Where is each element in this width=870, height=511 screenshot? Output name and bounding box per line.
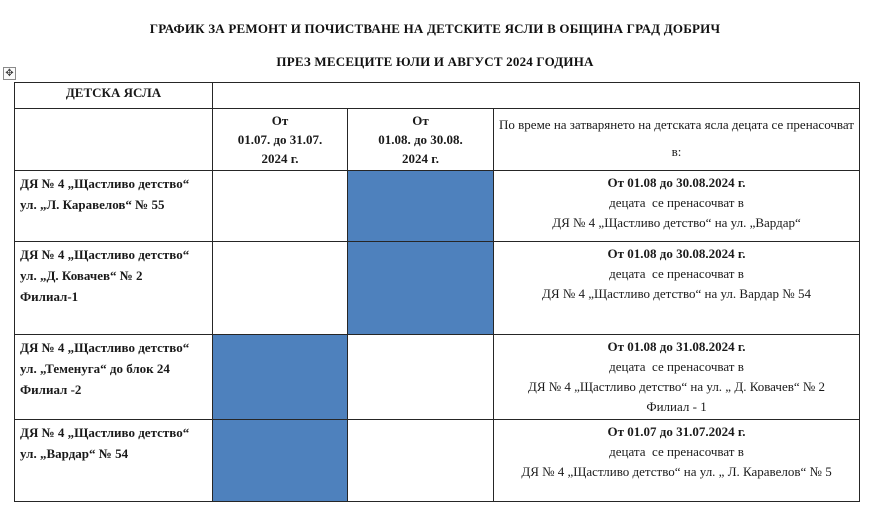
july-status-cell[interactable] [213,242,348,335]
august-status-cell[interactable] [348,335,494,420]
table-move-handle-icon[interactable] [3,67,16,80]
header-merged-empty-cell[interactable] [213,83,860,109]
document-title-line1: ГРАФИК ЗА РЕМОНТ И ПОЧИСТВАНЕ НА ДЕТСКИТЕ ЯСЛИ В ОБЩИНА ГРАД ДОБРИЧ [149,21,721,36]
july-line1: От [271,113,289,128]
nursery-name-cell[interactable] [15,242,213,335]
redirect-line4: Филиал - 1 [646,399,707,414]
nursery-name: ДЯ № 4 „Щастливо детство“ ул. „Теменуга“ до блок 24 [20,340,190,376]
redirect-cell[interactable] [494,335,860,420]
redirect-line2: децата се пренасочват в [609,266,744,281]
nursery-name-cell[interactable] [15,171,213,242]
nursery-name-cell[interactable] [15,420,213,502]
redirect-cell[interactable] [494,242,860,335]
document-title-line2: ПРЕЗ МЕСЕЦИТЕ ЮЛИ И АВГУСТ 2024 ГОДИНА [276,54,594,69]
nursery-name: ДЯ № 4 „Щастливо детство“ ул. „Д. Ковачев“ № 2 [20,247,190,283]
redirect-cell[interactable] [494,171,860,242]
redirect-line2: децата се пренасочват в [609,444,744,459]
redirect-line2: децата се пренасочват в [609,359,744,374]
header-nursery-cell[interactable]: ДЕТСКА ЯСЛА [15,83,213,109]
august-status-cell[interactable] [348,171,494,242]
august-line3: 2024 г. [402,151,439,166]
table-row [15,242,860,335]
august-line1: От [412,113,429,128]
august-status-cell[interactable] [348,242,494,335]
nursery-name: ДЯ № 4 „Щастливо детство“ ул. „Вардар“ № 54 [20,425,190,461]
header-redirect-cell[interactable]: По време на затварянето на детската ясла децата се пренасочват в: [494,109,860,171]
july-status-cell[interactable] [213,335,348,420]
july-status-cell[interactable] [213,420,348,502]
table-row [15,420,860,502]
redirect-period: От 01.08 до 31.08.2024 г. [607,339,746,354]
redirect-line2: децата се пренасочват в [609,195,744,210]
redirect-line3: ДЯ № 4 „Щастливо детство“ на ул. „Вардар“ [552,215,801,230]
header-empty-cell[interactable] [15,109,213,171]
nursery-branch: Филиал-1 [20,289,79,304]
july-status-cell[interactable] [213,171,348,242]
redirect-line3: ДЯ № 4 „Щастливо детство“ на ул. „ Л. Каравелов“ № 5 [521,464,832,479]
july-line3: 2024 г. [261,151,299,166]
redirect-cell[interactable] [494,420,860,502]
table-row [15,335,860,420]
nursery-branch: Филиал -2 [20,382,82,397]
schedule-table [14,82,860,502]
header-row-1 [15,83,860,109]
nursery-name: ДЯ № 4 „Щастливо детство“ ул. „Л. Каравелов“ № 55 [20,176,190,212]
redirect-line3: ДЯ № 4 „Щастливо детство“ на ул. „ Д. Ковачев“ № 2 [527,379,826,394]
redirect-period: От 01.08 до 30.08.2024 г. [607,175,746,190]
redirect-period: От 01.08 до 30.08.2024 г. [607,246,746,261]
redirect-line3: ДЯ № 4 „Щастливо детство“ на ул. Вардар № 54 [542,286,811,301]
move-cross-icon: ✥ [5,67,14,79]
august-status-cell[interactable] [348,420,494,502]
nursery-name-cell[interactable] [15,335,213,420]
july-line2: 01.07. до 31.07. [237,132,323,147]
header-august-cell[interactable] [348,109,494,171]
header-july-cell[interactable] [213,109,348,171]
header-row-2 [15,109,860,171]
august-line2: 01.08. до 30.08. [378,132,463,147]
table-row [15,171,860,242]
redirect-period: От 01.07 до 31.07.2024 г. [607,424,746,439]
